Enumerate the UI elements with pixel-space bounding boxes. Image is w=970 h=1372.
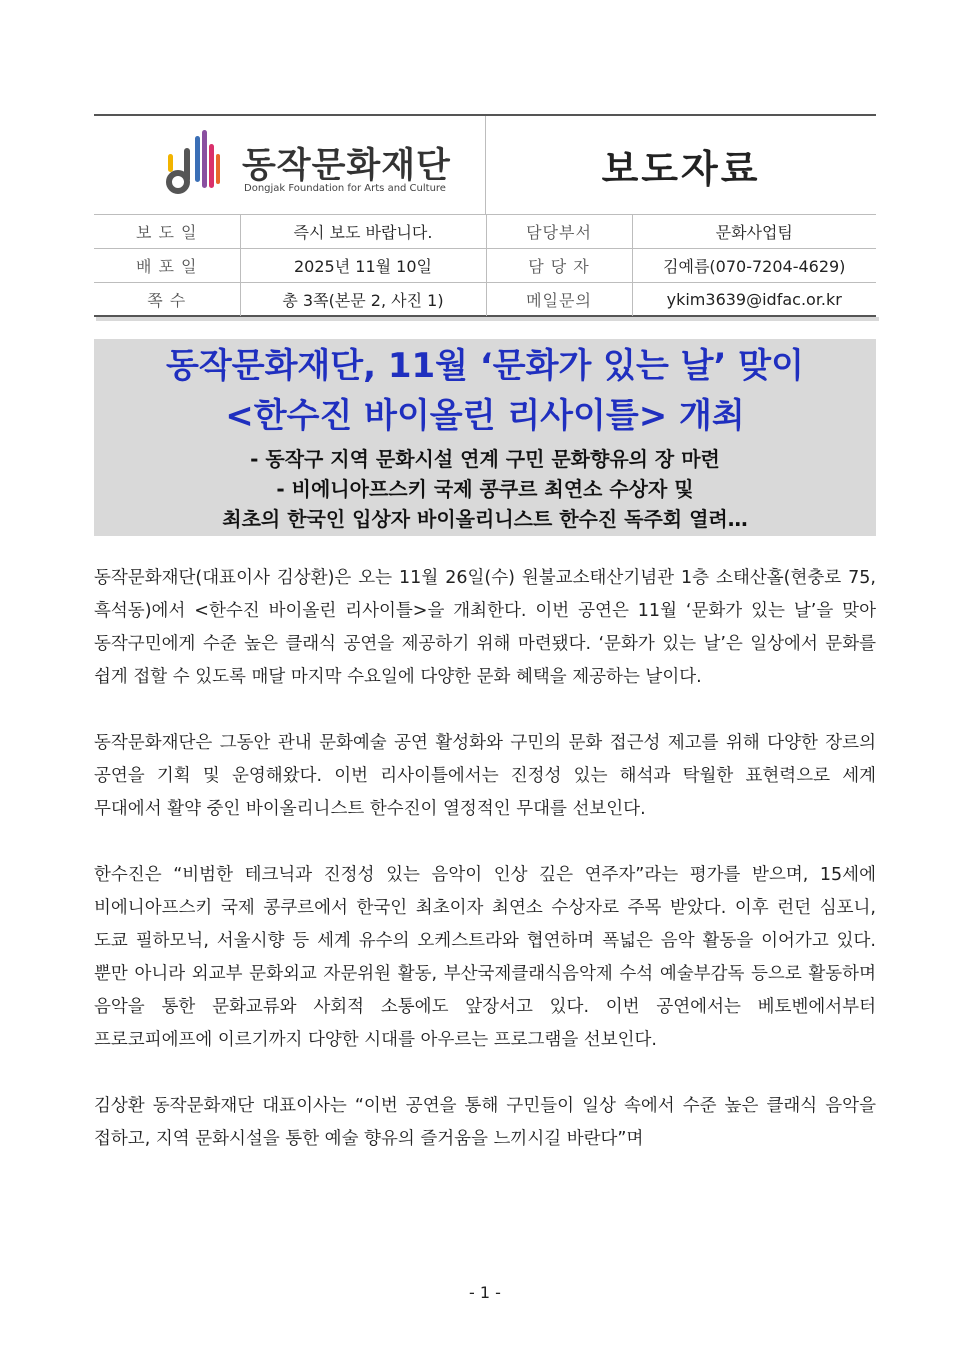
subheadline-2: - 비에니아프스키 국제 콩쿠르 최연소 수상자 및 xyxy=(276,477,694,501)
headline-line-1: 동작문화재단, 11월 ‘문화가 있는 날’ 맞이 xyxy=(166,346,804,386)
logo-cell xyxy=(94,116,486,214)
subheadline-3: 최초의 한국인 입상자 바이올리니스트 한수진 독주회 열려… xyxy=(222,507,748,531)
paragraph: 김상환 동작문화재단 대표이사는 “이번 공연을 통해 구민들이 일상 속에서 수준 높은 클래식 음악을 접하고, 지역 문화시설을 통한 예술 향유의 즐거움을 느끼시길 바란다”며 xyxy=(94,1096,876,1149)
table-row xyxy=(94,215,876,249)
department-value: 문화사업팀 xyxy=(632,215,876,249)
logo-name: 동작문화재단 xyxy=(242,146,451,186)
release-date-value: 즉시 보도 바랍니다. xyxy=(240,215,486,249)
press-release-header xyxy=(94,114,876,317)
subheadline-1: - 동작구 지역 문화시설 연계 구민 문화향유의 장 마련 xyxy=(250,447,720,471)
email-value[interactable]: ykim3639@idfac.or.kr xyxy=(632,283,876,317)
headline-box xyxy=(94,339,876,536)
table-row xyxy=(94,283,876,317)
contact-person-label: 담 당 자 xyxy=(486,249,632,283)
header-shadow xyxy=(96,317,879,321)
department-label: 담당부서 xyxy=(486,215,632,249)
doc-title: 보도자료 xyxy=(601,146,761,191)
distribution-date-label: 배 포 일 xyxy=(94,249,240,283)
release-date-label: 보 도 일 xyxy=(94,215,240,249)
email-label: 메일문의 xyxy=(486,283,632,317)
headline-line-2: <한수진 바이올린 리사이틀> 개최 xyxy=(225,396,745,436)
paragraph: 한수진은 “비범한 테크닉과 진정성 있는 음악이 인상 깊은 연주자”라는 평가를 받으며, 15세에 비에니아프스키 국제 콩쿠르에서 한국인 최초이자 최연소 수상자로 주목 받았다. 이후 런던 심포니, 도쿄 필하모닉, 서울시향 등 세계 유수의 오케스트라와 협연하며 폭넓은 음악 활동을 이어가고 있다. 뿐만 아니라 외교부 문화외교 자문위원 활동, 부산국제클래식음악제 수석 예술부감독 등으로 활동하며 음악을 통한 문화교류와 사회적 소통에도 앞장서고 있다. 이번 공연에서는 베토벤에서부터 프로코피에프에 이르기까지 다양한 시대를 아우르는 프로그램을 선보인다. xyxy=(94,865,876,1050)
paragraph: 동작문화재단(대표이사 김상환)은 오는 11월 26일(수) 원불교소태산기념관 1층 소태산홀(현충로 75, 흑석동)에서 <한수진 바이올린 리사이틀>을 개최한다. 이번 공연은 11월 ‘문화가 있는 날’을 맞아 동작구민에게 수준 높은 클래식 공연을 제공하기 위해 마련됐다. ‘문화가 있는 날’은 일상에서 문화를 쉽게 접할 수 있도록 매달 마지막 수요일에 다양한 문화 혜택을 제공하는 날이다. xyxy=(94,568,876,687)
table-row xyxy=(94,249,876,283)
contact-person-value: 김예름(070-7204-4629) xyxy=(632,249,876,283)
info-table xyxy=(94,214,876,316)
doc-title-cell xyxy=(486,116,876,214)
header-top-row xyxy=(94,116,876,214)
paragraph: 동작문화재단은 그동안 관내 문화예술 공연 활성화와 구민의 문화 접근성 제고를 위해 다양한 장르의 공연을 기획 및 운영해왔다. 이번 리사이틀에서는 진정성 있는 해석과 탁월한 표현력으로 세계 무대에서 활약 중인 바이올리니스트 한수진이 열정적인 무대를 선보인다. xyxy=(94,733,876,819)
page-count-value: 총 3쪽(본문 2, 사진 1) xyxy=(240,283,486,317)
page-number: - 1 - xyxy=(469,1283,501,1302)
article-body xyxy=(94,562,876,1189)
foundation-logo-icon xyxy=(164,128,220,200)
distribution-date-value: 2025년 11월 10일 xyxy=(240,249,486,283)
logo-subtitle: Dongjak Foundation for Arts and Culture xyxy=(244,183,446,194)
page-count-label: 쪽 수 xyxy=(94,283,240,317)
